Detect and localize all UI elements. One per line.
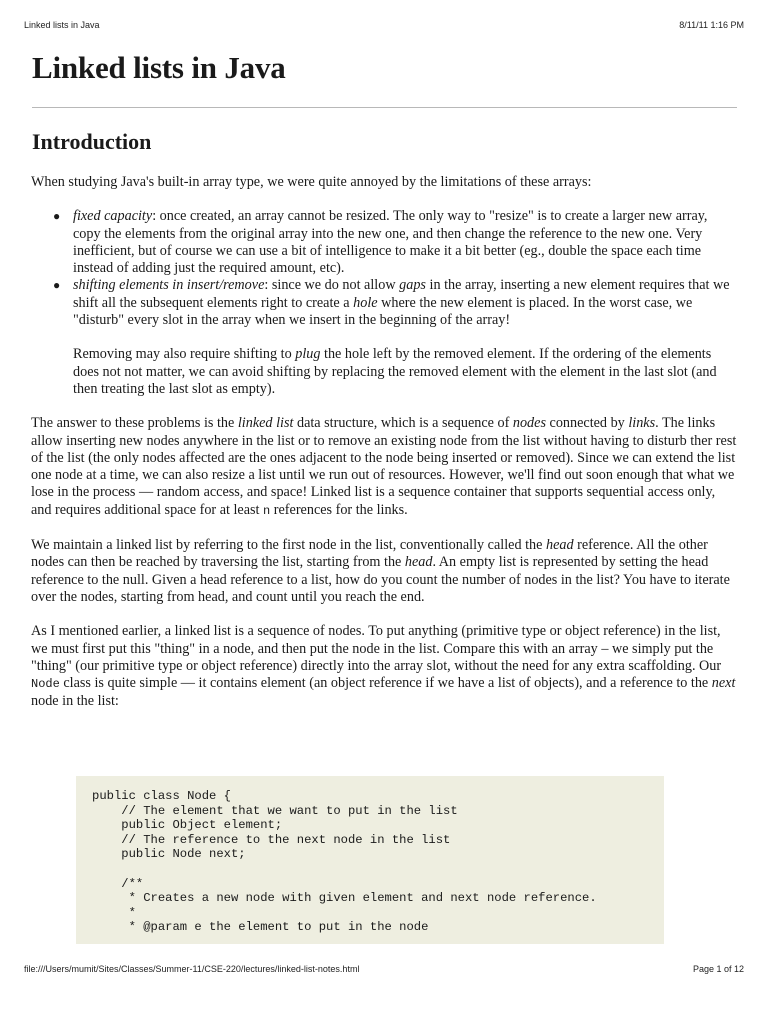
code-line: * Creates a new node with given element and next node reference.	[92, 891, 597, 906]
term-fixed-capacity: fixed capacity	[73, 208, 153, 225]
code-line	[92, 862, 664, 877]
title-divider	[32, 107, 737, 108]
limitations-list	[31, 208, 737, 398]
bullet-icon: ●	[53, 209, 61, 224]
print-header	[24, 20, 744, 30]
code-line: // The reference to the next node in the list	[92, 832, 451, 847]
code-block	[76, 776, 664, 944]
code-line: /**	[92, 876, 144, 891]
list-item: ● fixed capacity: once created, an array cannot be resized. The only way to "resize" is to create a larger new array, copy the elements from the original array into the new one, and then change the reference to the new one. Very inefficient, but of course we can use a bit of intelligence to make it a bit better (eg., double the space each time instead of adding just the required amount, etc).	[53, 208, 708, 277]
code-line: *	[92, 905, 136, 920]
document-body	[31, 174, 737, 728]
code-line: public Object element;	[92, 818, 283, 833]
code-line: public class Node {	[92, 789, 231, 803]
code-line: // The element that we want to put in the list	[92, 803, 458, 818]
head-reference-paragraph: We maintain a linked list by referring to the first node in the list, conventionally called the head reference. All the other nodes can then be reached by traversing the list, starting from the head. An empty list is represented by setting the head reference to the null. Given a head reference to a list, how do you count the number of nodes in the list? You have to iterate over the nodes, starting from head, and count until you reach the end.	[31, 537, 730, 605]
bullet-icon: ●	[53, 278, 61, 293]
term-shifting: shifting elements in insert/remove	[73, 277, 265, 294]
intro-paragraph: When studying Java's built-in array type, we were quite annoyed by the limitations of these arrays:	[31, 174, 592, 190]
code-line: * @param e the element to put in the node	[92, 920, 429, 935]
section-heading: Introduction	[32, 129, 152, 154]
footer-page-number: Page 1 of 12	[692, 964, 744, 974]
removing-paragraph: Removing may also require shifting to plug the hole left by the removed element. If the ordering of the elements does not not matter, we can avoid shifting by replacing the removed element with the element in the last slot (and then treating the last slot as empty).	[73, 346, 717, 397]
node-class-paragraph: As I mentioned earlier, a linked list is a sequence of nodes. To put anything (primitive type or object reference) in the list, we must first put this "thing" in a node, and then put the node in the list. Compare this with an array – we simply put the "thing" (our primitive type or object reference) directly into the array slot, without the need for any extra scaffolding. Our Node class is quite simple — it contains element (an object reference if we have a list of objects), and a reference to the next node in the list:	[31, 623, 736, 710]
code-line: public Node next;	[92, 847, 246, 862]
header-doc-title: Linked lists in Java	[24, 20, 100, 30]
header-datetime: 8/11/11 1:16 PM	[679, 20, 744, 30]
print-footer	[24, 964, 744, 974]
linked-list-paragraph: The answer to these problems is the linked list data structure, which is a sequence of nodes connected by links. The links allow inserting new nodes anywhere in the list or to remove an existing node from the list without having to disturb ther rest of the list (the only nodes affected are the ones adjacent to the node being inserted or removed). Since we can extend the list one node at a time, we can also resize a list until we run out of resources. However, we'll find out soon enough that what we lose in the process — random access, and space! Linked list is a sequence container that supports sequential access only, and requires additional space for at least n references for the links.	[31, 415, 737, 518]
page-title: Linked lists in Java	[32, 50, 286, 85]
list-item: ● shifting elements in insert/remove: since we do not allow gaps in the array, inserting a new element requires that we shift all the subsequent elements right to create a hole where the new element is placed. In the worst case, we "disturb" every slot in the array when we insert in the beginning of the array! Removing may also require shifting to plug the hole left by the removed element. If the ordering of the elements does not not matter, we can avoid shifting by replacing the removed element with the element in the last slot (and then treating the last slot as empty).	[73, 277, 737, 398]
footer-file-path: file:///Users/mumit/Sites/Classes/Summer-11/CSE-220/lectures/linked-list-notes.html	[24, 964, 360, 974]
